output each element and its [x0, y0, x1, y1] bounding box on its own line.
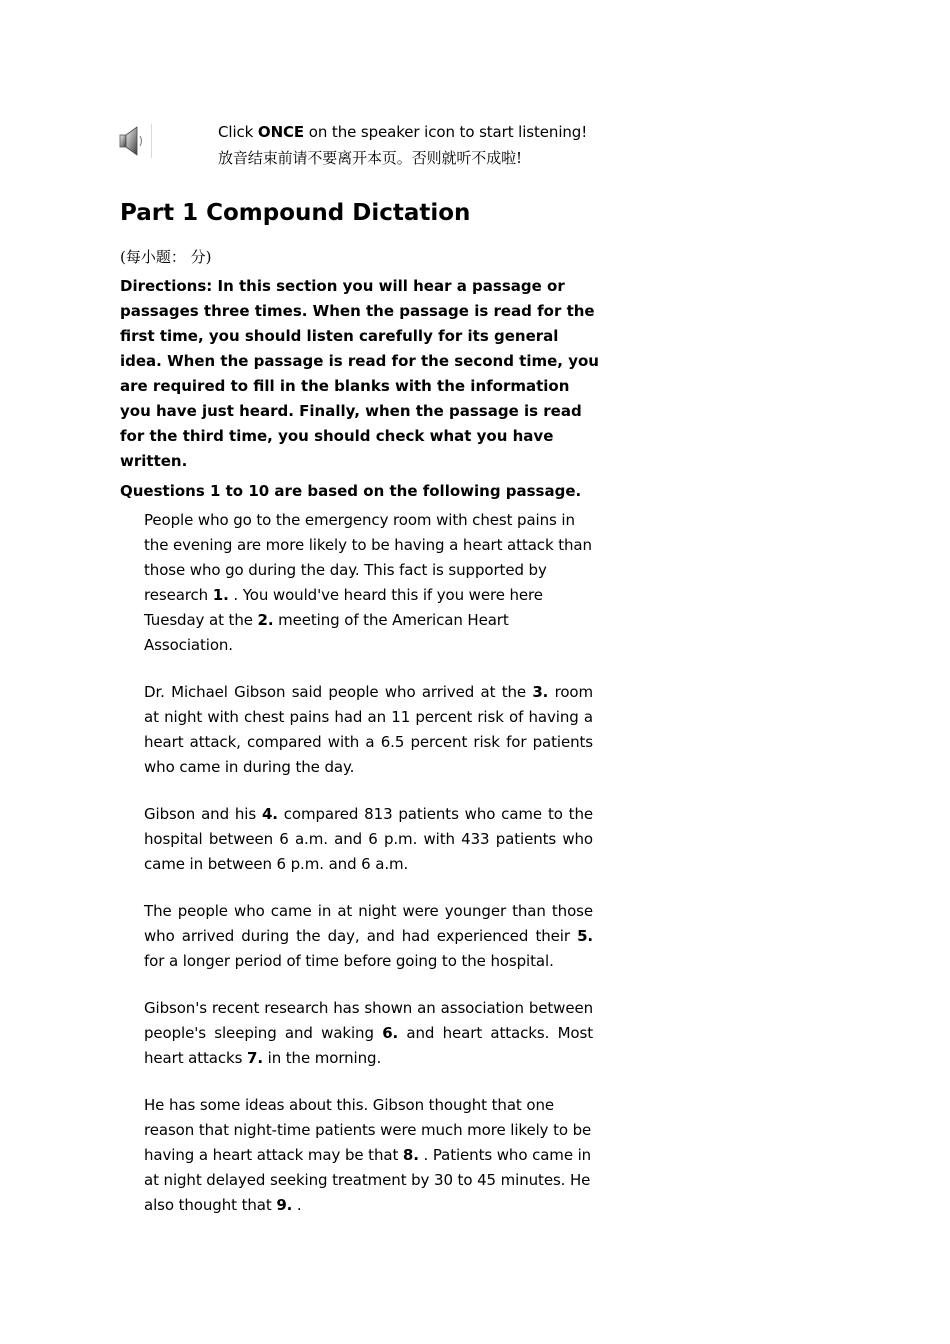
passage-paragraph-2: Dr. Michael Gibson said people who arrived at the 3. room at night with chest pains had an 11 percent risk of having a heart attack, compared with a 6.5 percent risk for patients who came in during the day.	[144, 683, 593, 776]
directions-text: Directions: In this section you will hear a passage or passages three times. When the passage is read for the first time, you should listen carefully for its general idea. When the passage is read for the second time, you are required to fill in the blanks with the information you have just heard. Finally, when the passage is read for the third time, you should check what you have written.	[120, 277, 599, 470]
blank-6: 6.	[382, 1024, 399, 1042]
audio-instructions	[218, 119, 587, 171]
section-title: Part 1 Compound Dictation	[120, 200, 471, 226]
listen-instruction: Click ONCE on the speaker icon to start listening!	[218, 123, 588, 141]
blank-8: 8.	[402, 1146, 419, 1164]
passage-paragraph-1: People who go to the emergency room with chest pains in the evening are more likely to be having a heart attack than those who go during the day. This fact is supported by research 1. . You would've heard this if you were here Tuesday at the 2. meeting of the American Heart Association.	[144, 511, 592, 654]
blank-5: 5.	[577, 927, 593, 945]
passage-paragraph-3: Gibson and his 4. compared 813 patients who came to the hospital between 6 a.m. and 6 p.m. with 433 patients who came in between 6 p.m. and 6 a.m.	[144, 805, 593, 873]
dictation-passage	[144, 508, 593, 1240]
blank-7: 7.	[247, 1049, 263, 1067]
blank-9: 9.	[276, 1196, 293, 1214]
passage-paragraph-4: The people who came in at night were younger than those who arrived during the day, and had experienced their 5. for a longer period of time before going to the hospital.	[144, 902, 593, 970]
blank-4: 4.	[261, 805, 278, 823]
passage-paragraph-6: He has some ideas about this. Gibson thought that one reason that night-time patients were much more likely to be having a heart attack may be that 8. . Patients who came in at night delayed seeking treatment by 30 to 45 minutes. He also thought that 9. .	[144, 1096, 592, 1214]
passage-paragraph-5: Gibson's recent research has shown an association between people's sleeping and waking 6. and heart attacks. Most heart attacks 7. in the morning.	[144, 999, 593, 1067]
speaker-icon[interactable]	[118, 124, 152, 158]
stay-on-page-warning: 放音结束前请不要离开本页。否则就听不成啦!	[218, 149, 522, 167]
blank-3: 3.	[532, 683, 549, 701]
blank-1: 1.	[212, 586, 229, 604]
questions-header: Questions 1 to 10 are based on the following passage.	[120, 482, 582, 500]
blank-2: 2.	[257, 611, 274, 629]
score-note: (每小题： 分)	[120, 248, 212, 266]
